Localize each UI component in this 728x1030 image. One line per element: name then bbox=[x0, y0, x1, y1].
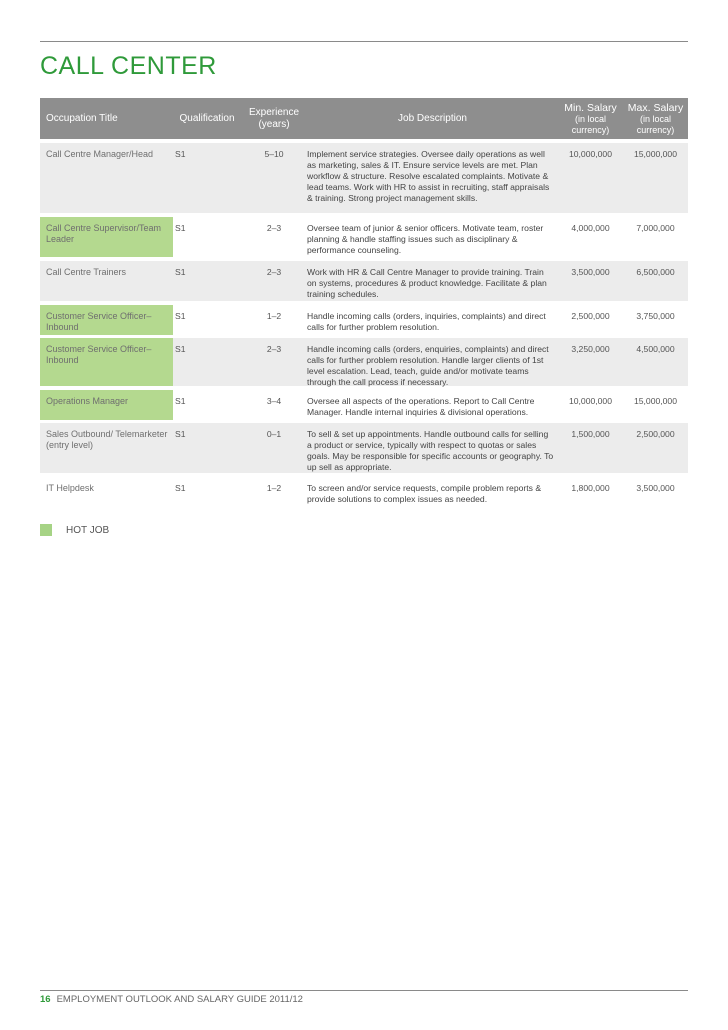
table-row bbox=[40, 217, 688, 257]
max-salary: 3,500,000 bbox=[636, 483, 675, 493]
table-header bbox=[40, 98, 688, 139]
experience: 2–3 bbox=[241, 338, 307, 386]
header-max-salary-label: Max. Salary bbox=[627, 101, 684, 114]
min-salary: 4,000,000 bbox=[571, 223, 610, 233]
min-salary: 1,800,000 bbox=[571, 483, 610, 493]
job-description: To sell & set up appointments. Handle outbound calls for selling a product or service, typically with respect to quotas or sales goals. May be responsible for specific accounts or geography. To up sell as appropriate. bbox=[307, 423, 558, 473]
bottom-rule bbox=[40, 990, 688, 991]
occupation-title: Customer Service Officer–Inbound bbox=[40, 338, 173, 386]
experience: 2–3 bbox=[241, 261, 307, 301]
max-salary: 3,750,000 bbox=[636, 311, 675, 321]
qualification: S1 bbox=[175, 223, 186, 233]
top-rule bbox=[40, 41, 688, 42]
header-max-salary bbox=[623, 102, 688, 136]
job-description: Oversee all aspects of the operations. Report to Call Centre Manager. Handle internal inquiries & divisional operations. bbox=[307, 396, 535, 417]
occupation-title: Customer Service Officer–Inbound bbox=[40, 305, 173, 335]
page-number: 16 bbox=[40, 994, 51, 1005]
job-description: To screen and/or service requests, compile problem reports & provide solutions to complex issues as needed. bbox=[307, 483, 542, 504]
header-min-salary-label: Min. Salary bbox=[564, 101, 617, 114]
page-footer bbox=[40, 994, 303, 1005]
header-description: Job Description bbox=[398, 113, 467, 124]
header-min-salary bbox=[558, 102, 623, 136]
min-salary: 2,500,000 bbox=[571, 311, 610, 321]
job-description: Work with HR & Call Centre Manager to provide training. Train on systems, procedures & product knowledge. Facilitate & plan training schedules. bbox=[307, 261, 558, 301]
salary-table bbox=[40, 98, 688, 504]
header-qualification: Qualification bbox=[179, 113, 235, 124]
header-min-salary-sub2: currency) bbox=[571, 124, 610, 135]
experience: 3–4 bbox=[266, 396, 282, 406]
max-salary: 4,500,000 bbox=[623, 338, 688, 386]
occupation-title: Call Centre Manager/Head bbox=[40, 143, 173, 213]
qualification: S1 bbox=[173, 143, 241, 213]
job-description: Handle incoming calls (orders, enquiries, complaints) and direct calls for further problem resolution. Handle larger clients of 1st level escalation. Lead, teach, guide and/or motivate teams through the call process if necessary. bbox=[307, 338, 558, 386]
table-row bbox=[40, 305, 688, 335]
max-salary: 6,500,000 bbox=[623, 261, 688, 301]
table-row bbox=[40, 261, 688, 301]
footer-title: EMPLOYMENT OUTLOOK AND SALARY GUIDE 2011/12 bbox=[56, 994, 303, 1005]
occupation-title: IT Helpdesk bbox=[46, 483, 94, 493]
min-salary: 1,500,000 bbox=[558, 423, 623, 473]
table-row bbox=[40, 338, 688, 386]
experience: 2–3 bbox=[266, 223, 282, 233]
header-max-salary-sub2: currency) bbox=[636, 124, 675, 135]
qualification: S1 bbox=[173, 338, 241, 386]
min-salary: 3,250,000 bbox=[558, 338, 623, 386]
occupation-title: Call Centre Supervisor/Team Leader bbox=[40, 217, 173, 257]
header-experience bbox=[241, 107, 307, 131]
table-row bbox=[40, 390, 688, 420]
table-row bbox=[40, 423, 688, 473]
min-salary: 10,000,000 bbox=[558, 143, 623, 213]
experience: 1–2 bbox=[266, 311, 282, 321]
qualification: S1 bbox=[173, 423, 241, 473]
hot-job-label: HOT JOB bbox=[66, 524, 110, 536]
header-max-salary-sub1: (in local bbox=[639, 113, 671, 124]
table-row bbox=[40, 477, 688, 507]
occupation-title: Operations Manager bbox=[40, 390, 173, 420]
qualification: S1 bbox=[175, 483, 186, 493]
hot-job-legend bbox=[40, 524, 109, 536]
qualification: S1 bbox=[175, 311, 186, 321]
experience: 5–10 bbox=[241, 143, 307, 213]
header-experience-line2: (years) bbox=[258, 118, 290, 130]
qualification: S1 bbox=[173, 261, 241, 301]
header-occupation: Occupation Title bbox=[46, 113, 118, 124]
max-salary: 7,000,000 bbox=[636, 223, 675, 233]
max-salary: 15,000,000 bbox=[623, 143, 688, 213]
experience: 0–1 bbox=[241, 423, 307, 473]
header-experience-line1: Experience bbox=[248, 106, 300, 118]
hot-job-swatch bbox=[40, 524, 52, 536]
min-salary: 10,000,000 bbox=[568, 396, 612, 406]
max-salary: 2,500,000 bbox=[623, 423, 688, 473]
job-description: Oversee team of junior & senior officers. Motivate team, roster planning & handle staffing issues such as disciplinary & performance counseling. bbox=[307, 223, 544, 255]
page-title: CALL CENTER bbox=[40, 52, 217, 80]
occupation-title: Call Centre Trainers bbox=[40, 261, 173, 301]
qualification: S1 bbox=[175, 396, 186, 406]
header-min-salary-sub1: (in local bbox=[574, 113, 606, 124]
job-description: Handle incoming calls (orders, inquiries, complaints) and direct calls for further problem resolution. bbox=[307, 311, 546, 332]
occupation-title: Sales Outbound/ Telemarketer (entry level) bbox=[40, 423, 173, 473]
max-salary: 15,000,000 bbox=[633, 396, 677, 406]
experience: 1–2 bbox=[266, 483, 282, 493]
min-salary: 3,500,000 bbox=[558, 261, 623, 301]
job-description: Implement service strategies. Oversee daily operations as well as marketing, sales & IT. Ensure service levels are met. Plan workflow & structure. Resolve escalated complaints. Motivate & lead teams. Work with HR to assist in recruiting, staff appraisals & training. Strong project management skills. bbox=[307, 143, 558, 213]
table-row bbox=[40, 143, 688, 213]
